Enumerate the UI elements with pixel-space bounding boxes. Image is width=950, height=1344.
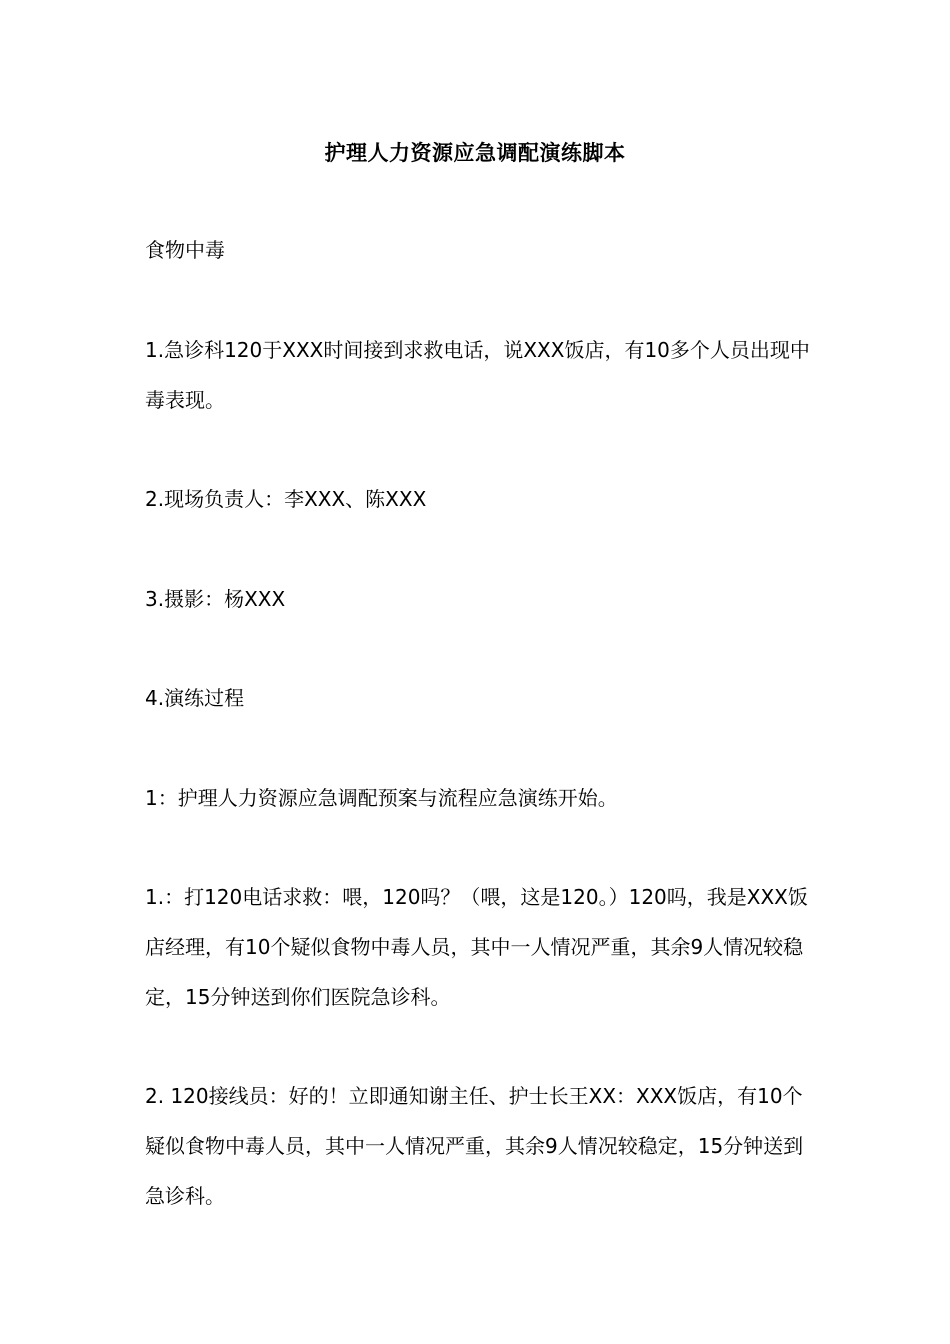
paragraph-3: 3.摄影：杨XXX <box>145 587 286 611</box>
section-heading: 食物中毒 <box>145 238 225 262</box>
paragraph-7: 2. 120接线员：好的！立即通知谢主任、护士长王XX：XXX饭店，有10个疑似食物中毒人员，其中一人情况严重，其余9人情况较稳定，15分钟送到急诊科。 <box>145 1084 804 1208</box>
paragraph-1: 1.急诊科120于XXX时间接到求救电话，说XXX饭店，有10多个人员出现中毒表现。 <box>145 338 810 412</box>
paragraph-5: 1：护理人力资源应急调配预案与流程应急演练开始。 <box>145 786 618 810</box>
paragraph-6: 1.：打120电话求救：喂，120吗？（喂，这是120。）120吗，我是XXX饭店经理，有10个疑似食物中毒人员，其中一人情况严重，其余9人情况较稳定，15分钟送到你们医院急诊科。 <box>145 885 808 1009</box>
document-title: 护理人力资源应急调配演练脚本 <box>324 141 626 165</box>
paragraph-4: 4.演练过程 <box>145 686 245 710</box>
paragraph-2: 2.现场负责人：李XXX、陈XXX <box>145 487 427 511</box>
